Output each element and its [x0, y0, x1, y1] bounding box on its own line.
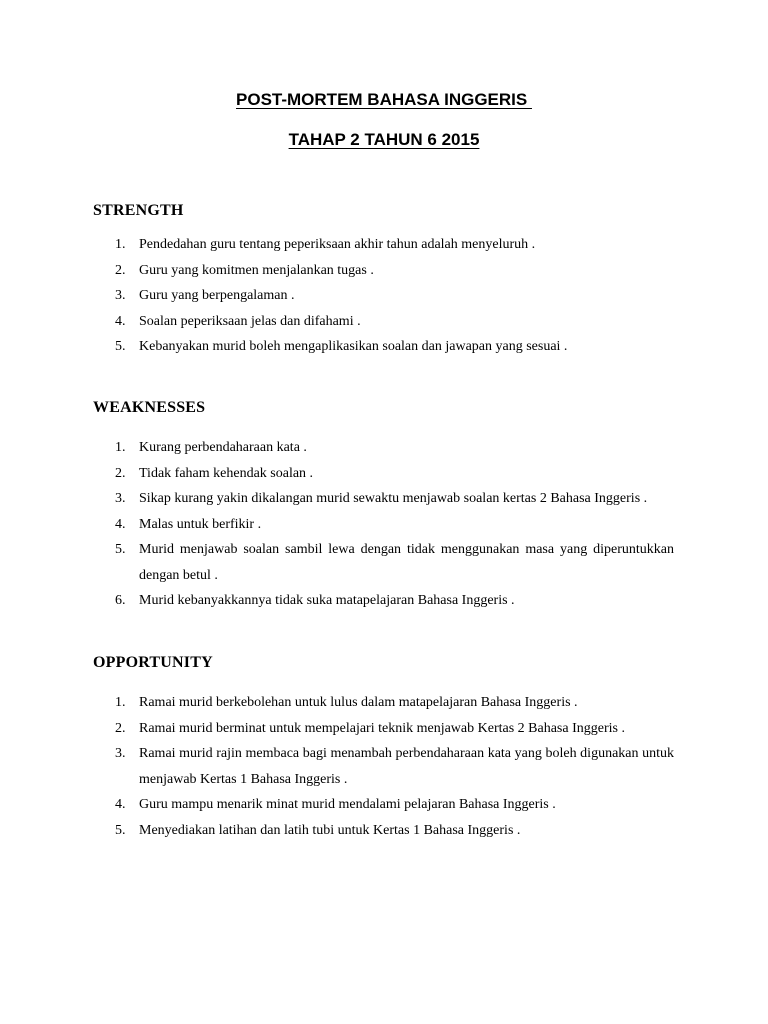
item-number: 4. — [115, 797, 126, 812]
list-item — [93, 461, 674, 487]
item-number: 5. — [115, 822, 126, 838]
list-item — [93, 512, 674, 538]
section-heading-weaknesses: WEAKNESSES — [93, 399, 206, 416]
item-text: Murid kebanyakkannya tidak suka matapelajaran Bahasa Inggeris . — [139, 593, 515, 608]
section-heading-strength: STRENGTH — [93, 202, 184, 219]
item-text: Ramai murid rajin membaca bagi menambah perbendaharaan kata yang boleh digunakan untuk menjawab Kertas 1 Bahasa Inggeris . — [139, 746, 674, 787]
item-number: 2. — [115, 262, 126, 278]
item-text: Guru yang berpengalaman . — [139, 288, 295, 303]
item-number: 4. — [115, 516, 126, 532]
item-text: Ramai murid berminat untuk mempelajari teknik menjawab Kertas 2 Bahasa Inggeris . — [139, 720, 625, 736]
list-item — [93, 486, 674, 512]
item-number: 3. — [115, 491, 126, 506]
item-text: Sikap kurang yakin dikalangan murid sewaktu menjawab soalan kertas 2 Bahasa Inggeris . — [139, 491, 648, 506]
list-item — [93, 537, 674, 588]
list-item — [93, 690, 674, 716]
list-item — [93, 818, 674, 844]
item-number: 5. — [115, 339, 126, 354]
item-text: Ramai murid berkebolehan untuk lulus dalam matapelajaran Bahasa Inggeris . — [139, 695, 578, 710]
item-number: 4. — [115, 313, 126, 329]
item-number: 3. — [115, 288, 126, 303]
list-item — [93, 283, 674, 309]
list-item — [93, 741, 674, 792]
item-text: Kebanyakan murid boleh mengaplikasikan soalan dan jawapan yang sesuai . — [139, 339, 568, 354]
document-title: POST-MORTEM BAHASA INGGERIS — [236, 90, 532, 109]
section-heading-opportunity: OPPORTUNITY — [93, 654, 213, 671]
item-number: 1. — [115, 695, 126, 710]
list-item — [93, 232, 674, 258]
item-number: 2. — [115, 720, 126, 736]
list-item — [93, 588, 674, 614]
opportunity-list — [93, 690, 674, 843]
item-text: Pendedahan guru tentang peperiksaan akhir tahun adalah menyeluruh . — [139, 237, 536, 252]
item-number: 6. — [115, 593, 126, 608]
list-item — [93, 309, 674, 335]
item-text: Kurang perbendaharaan kata . — [139, 440, 307, 455]
list-item — [93, 258, 674, 284]
item-number: 3. — [115, 746, 126, 761]
item-number: 1. — [115, 440, 126, 455]
item-text: Guru mampu menarik minat murid mendalami pelajaran Bahasa Inggeris . — [139, 797, 556, 812]
strength-list — [93, 232, 674, 360]
list-item — [93, 792, 674, 818]
item-text: Tidak faham kehendak soalan . — [139, 465, 314, 481]
item-text: Menyediakan latihan dan latih tubi untuk Kertas 1 Bahasa Inggeris . — [139, 822, 521, 838]
item-text: Soalan peperiksaan jelas dan difahami . — [139, 313, 361, 329]
item-number: 2. — [115, 465, 126, 481]
weaknesses-list — [93, 435, 674, 614]
item-text: Malas untuk berfikir . — [139, 516, 262, 532]
document-subtitle: TAHAP 2 TAHUN 6 2015 — [288, 130, 480, 149]
list-item — [93, 716, 674, 742]
item-text: Guru yang komitmen menjalankan tugas . — [139, 262, 374, 278]
list-item — [93, 334, 674, 360]
list-item — [93, 435, 674, 461]
item-number: 5. — [115, 542, 126, 557]
item-number: 1. — [115, 237, 126, 252]
item-text: Murid menjawab soalan sambil lewa dengan tidak menggunakan masa yang diperuntukkan dengan betul . — [139, 542, 674, 583]
